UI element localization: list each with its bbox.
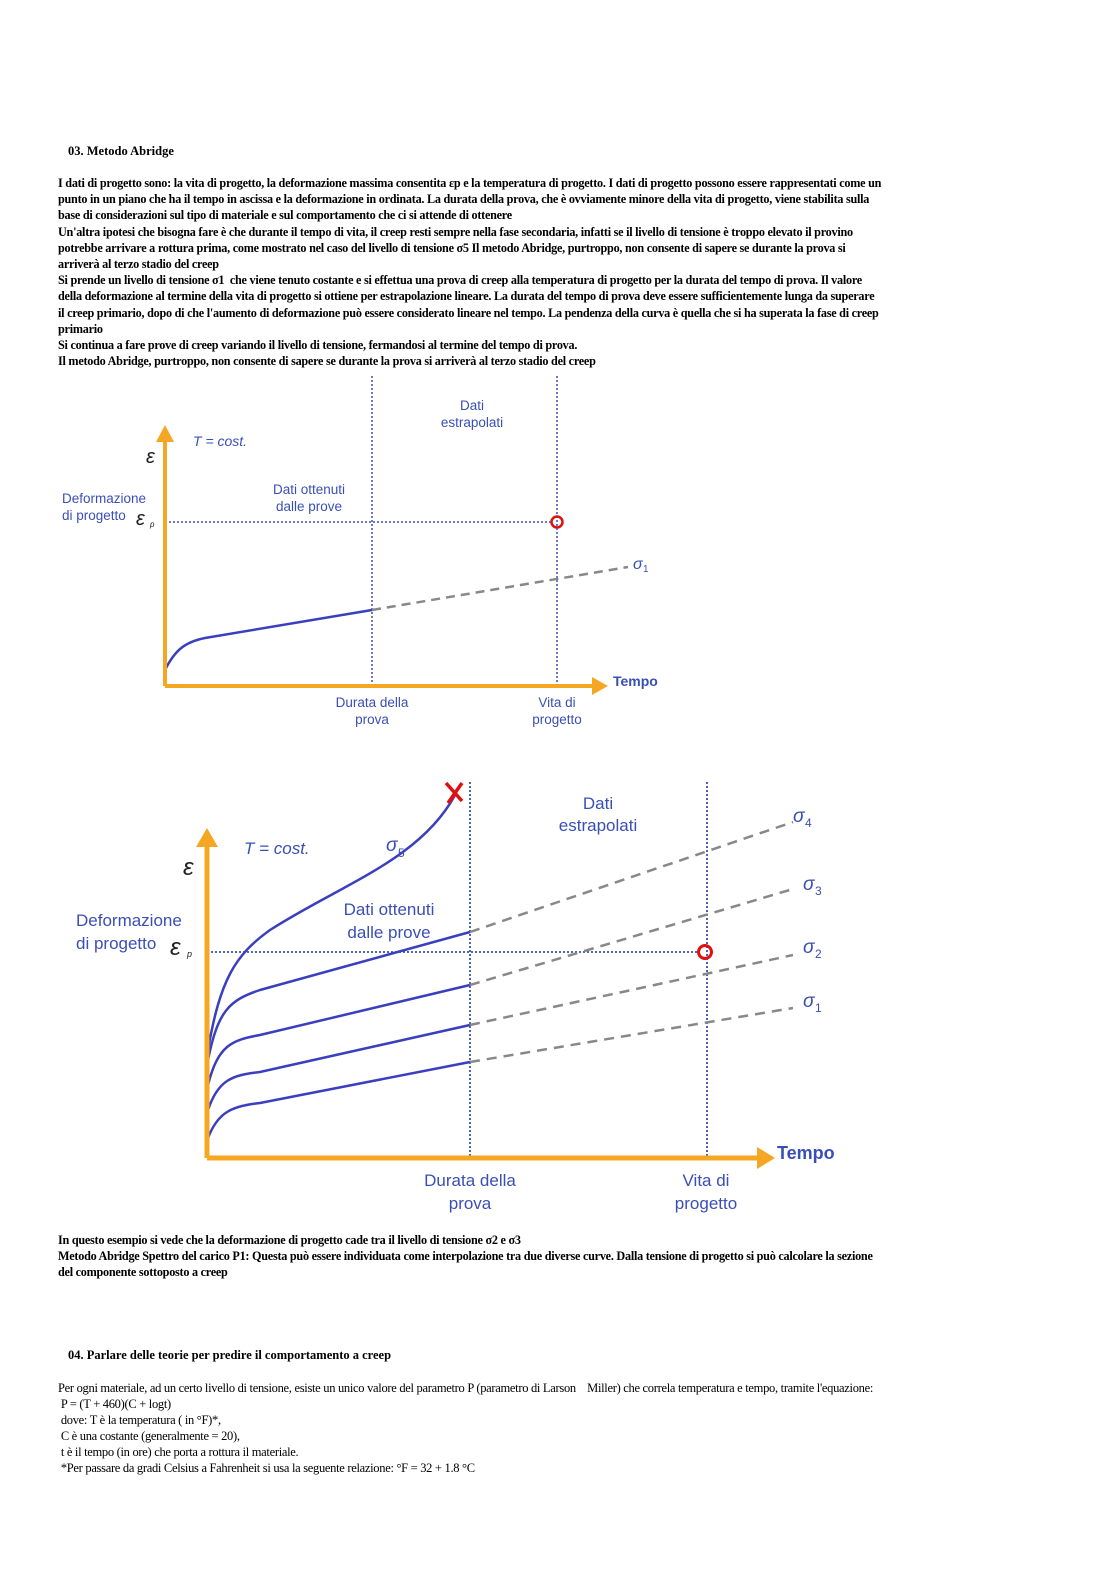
test-duration-label: prova (355, 712, 389, 727)
test-duration-label: Durata della (424, 1171, 516, 1190)
creep-curve-sigma4 (208, 932, 470, 1060)
text-line: Metodo Abridge Spettro del carico P1: Questa può essere individuata come interpolazione tra due diverse curve. Dalla tensione di progetto si può calcolare la sezione (58, 1249, 873, 1264)
extrapolation-sigma3 (470, 889, 793, 985)
section3-text (58, 175, 1068, 369)
sigma1-label: σ (803, 991, 815, 1012)
extrapolated-label: Dati (459, 398, 485, 413)
section-heading-04: 04. Parlare delle teorie per predire il comportamento a creep (68, 1348, 392, 1362)
x-axis-arrow-icon (592, 677, 608, 695)
design-life-label: progetto (674, 1194, 738, 1213)
text-line: P = (T + 460)(C + logt) (58, 1397, 171, 1411)
y-axis-symbol: ε (146, 446, 155, 468)
design-point-marker (699, 946, 712, 959)
sigma3-subscript: 3 (815, 884, 822, 898)
extrapolated-label: estrapolati (558, 816, 638, 835)
test-data-label: Dati ottenuti (272, 482, 346, 497)
eps-p-subscript: p (187, 949, 193, 959)
sigma4-subscript: 4 (805, 816, 812, 830)
design-point-marker (552, 517, 563, 528)
rupture-x-icon (446, 783, 462, 803)
extrapolated-label: Dati (582, 794, 614, 813)
design-strain-label: Deformazione (62, 491, 147, 506)
text-line: arriverà al terzo stadio del creep (58, 257, 219, 272)
temperature-label: T = cost. (193, 433, 248, 449)
creep-curve-sigma2 (208, 1025, 470, 1110)
design-life-label: progetto (532, 712, 582, 727)
test-data-label: dalle prove (275, 499, 343, 514)
test-duration-label: prova (448, 1194, 492, 1213)
text-line: del componente sottoposto a creep (58, 1265, 228, 1280)
extrapolation-sigma2 (470, 955, 793, 1025)
extrapolation-sigma1 (470, 1008, 793, 1062)
text-line: Si continua a fare prove di creep variando il livello di tensione, fermandosi al termine del tempo di prova. (58, 338, 578, 353)
text-line: Un'altra ipotesi che bisogna fare è che durante il tempo di vita, il creep resti sempre nella fase secondaria, infatti se il livello di tensione è troppo elevato il provino (58, 224, 853, 239)
text-line: base di considerazioni sul tipo di materiale e sul comportamento che ci si attende di ottenere (58, 208, 512, 223)
design-strain-label: di progetto (62, 508, 126, 523)
design-life-label: Vita di (538, 695, 576, 710)
creep-curve-sigma1 (208, 1062, 470, 1138)
test-data-label: Dati ottenuti (343, 900, 435, 919)
text-line: potrebbe arrivare a rottura prima, come mostrato nel caso del livello di tensione σ5 Il metodo Abridge, purtroppo, non consente di sapere se durante la prova si (58, 240, 846, 255)
sigma1-subscript: 1 (815, 1001, 822, 1015)
sigma5-label: σ (386, 835, 398, 856)
sigma1-subscript: 1 (643, 564, 649, 575)
temperature-label: T = cost. (244, 839, 310, 858)
creep-curve-sigma1 (165, 610, 372, 670)
x-axis-label: Tempo (613, 673, 658, 689)
sigma2-label: σ (803, 937, 815, 958)
text-line: il creep primario, dopo di che l'aumento di deformazione può essere considerato lineare nel tempo. La pendenza della curva è quella che si ha superata la fase di creep (58, 305, 879, 320)
creep-curve-sigma3 (208, 985, 470, 1085)
y-axis-arrow-icon (156, 425, 174, 442)
sigma1-label: σ (633, 556, 643, 573)
extrapolation-sigma1 (372, 567, 628, 610)
section4-text (58, 1380, 1068, 1476)
y-axis-arrow-icon (196, 828, 218, 847)
text-line: *Per passare da gradi Celsius a Fahrenheit si usa la seguente relazione: °F = 32 + 1.8 °C (58, 1461, 475, 1475)
text-line: punto in un piano che ha il tempo in ascissa e la deformazione in ordinata. La durata della prova, che è ovviamente minore della vita di progetto, viene stabilita sulla (58, 192, 870, 207)
creep-curve-sigma5 (208, 795, 455, 1050)
sigma5-subscript: 5 (398, 846, 405, 860)
text-line: della deformazione al termine della vita di progetto si ottiene per estrapolazione lineare. La durata del tempo di prova deve essere sufficientemente lunga da superare (58, 289, 875, 304)
text-line: Per ogni materiale, ad un certo livello di tensione, esiste un unico valore del parametro P (parametro di Larson Miller) che correla temperatura e tempo, tramite l'equazione: (58, 1381, 874, 1395)
test-data-label: dalle prove (347, 923, 431, 942)
eps-p-symbol: ε (170, 934, 181, 961)
y-axis-symbol: ε (183, 854, 194, 881)
extrapolated-label: estrapolati (440, 415, 504, 430)
text-line: dove: T è la temperatura ( in °F)*, (58, 1413, 221, 1427)
eps-p-symbol: ε (136, 508, 145, 530)
extrapolation-sigma4 (470, 822, 793, 932)
sigma4-label: σ (793, 806, 805, 827)
eps-p-subscript: p (150, 520, 155, 529)
text-line: Si prende un livello di tensione σ1 che viene tenuto costante e si effettua una prova di creep alla temperatura di progetto per la durata del tempo di prova. Il valore (58, 273, 862, 288)
text-line: In questo esempio si vede che la deformazione di progetto cade tra il livello di tensione σ2 e σ3 (58, 1233, 521, 1247)
design-strain-label: di progetto (76, 934, 157, 953)
text-line: Il metodo Abridge, purtroppo, non consente di sapere se durante la prova si arriverà al terzo stadio del creep (58, 354, 596, 369)
svg-text:T = cost. (193, 433, 247, 449)
x-axis-label: Tempo (777, 1143, 835, 1163)
test-duration-label: Durata della (335, 695, 409, 710)
design-strain-label: Deformazione (76, 911, 182, 930)
sigma2-subscript: 2 (815, 947, 822, 961)
design-life-label: Vita di (682, 1171, 730, 1190)
sigma3-label: σ (803, 874, 815, 895)
x-axis-arrow-icon (757, 1147, 775, 1169)
text-line: t è il tempo (in ore) che porta a rottura il materiale. (58, 1445, 299, 1459)
section3-conclusion (58, 1232, 1068, 1281)
section-heading-03: 03. Metodo Abridge (68, 144, 174, 158)
text-line: I dati di progetto sono: la vita di progetto, la deformazione massima consentita εp e la temperatura di progetto. I dati di progetto possono essere rappresentati come un (58, 176, 882, 190)
text-line: C è una costante (generalmente = 20), (58, 1429, 240, 1443)
text-line: primario (58, 321, 103, 336)
